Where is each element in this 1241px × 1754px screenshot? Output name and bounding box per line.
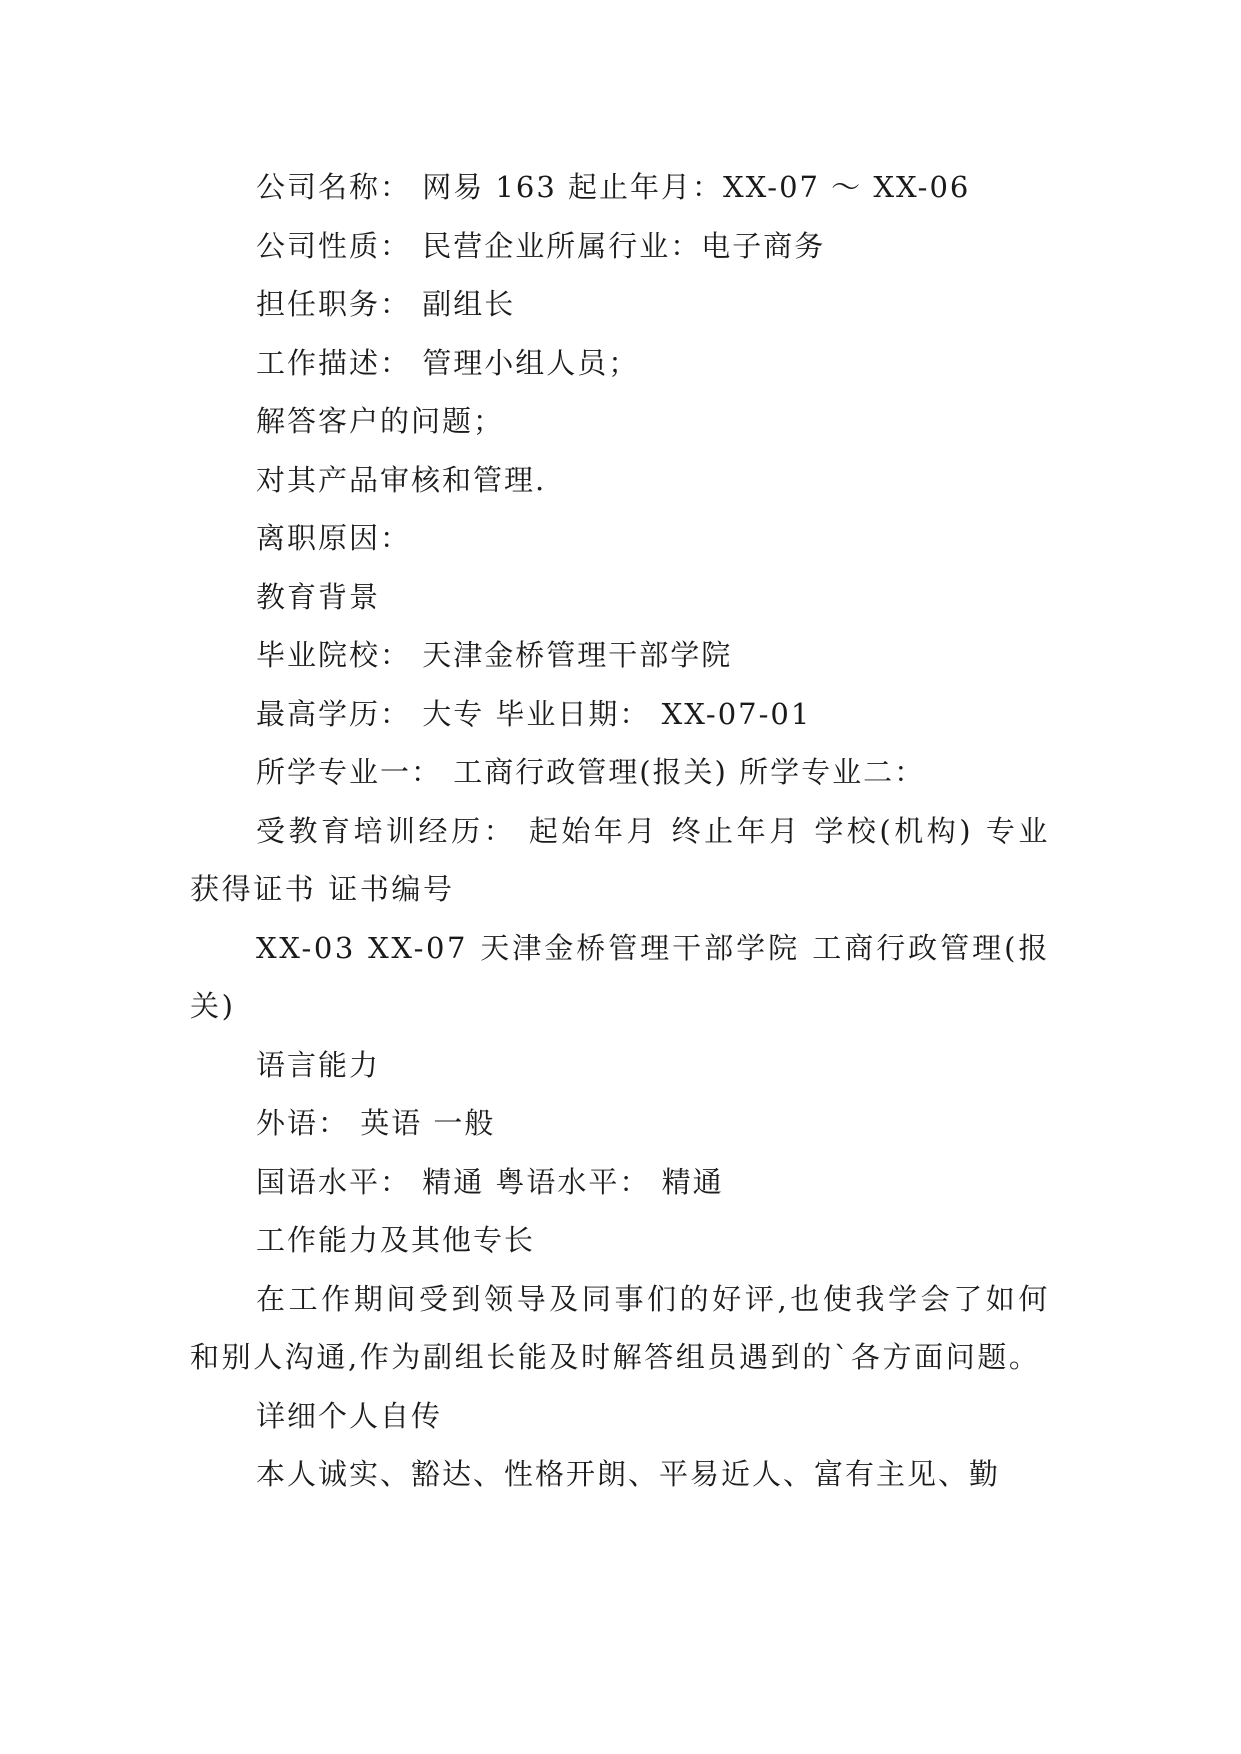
section-heading-autobiography: 详细个人自传 [256, 1398, 443, 1433]
mandarin-cantonese-line: 国语水平： 精通 粤语水平： 精通 [256, 1164, 724, 1199]
degree-line: 最高学历： 大专 毕业日期： XX-07-01 [256, 696, 812, 731]
school-line: 毕业院校： 天津金桥管理干部学院 [256, 638, 733, 672]
position-line: 担任职务： 副组长 [256, 287, 516, 321]
foreign-language-line: 外语： 英语 一般 [256, 1106, 496, 1140]
section-heading-education: 教育背景 [256, 579, 381, 614]
document-body [190, 158, 1050, 1504]
section-heading-language: 语言能力 [256, 1047, 381, 1082]
company-type-line: 公司性质： 民营企业所属行业：电子商务 [256, 228, 826, 263]
training-record-paragraph: XX-03 XX-07 天津金桥管理干部学院 工商行政管理(报关) [190, 930, 1050, 1023]
leaving-reason-line: 离职原因： [256, 521, 412, 555]
job-description-item: 解答客户的问题； [256, 404, 505, 438]
company-name-line: 公司名称： 网易 163 起止年月：XX-07 ～ XX-06 [256, 170, 971, 204]
training-header-paragraph: 受教育培训经历： 起始年月 终止年月 学校(机构) 专业 获得证书 证书编号 [190, 813, 1050, 906]
major-line: 所学专业一： 工商行政管理(报关) 所学专业二： [256, 755, 926, 789]
job-description-line: 工作描述： 管理小组人员； [256, 345, 640, 380]
skills-paragraph: 在工作期间受到领导及同事们的好评,也使我学会了如何和别人沟通,作为副组长能及时解答组员遇到的`各方面问题。 [190, 1281, 1050, 1374]
section-heading-skills: 工作能力及其他专长 [256, 1223, 536, 1257]
job-description-item: 对其产品审核和管理. [256, 462, 547, 497]
autobiography-paragraph: 本人诚实、豁达、性格开朗、平易近人、富有主见、勤 [256, 1457, 1001, 1491]
